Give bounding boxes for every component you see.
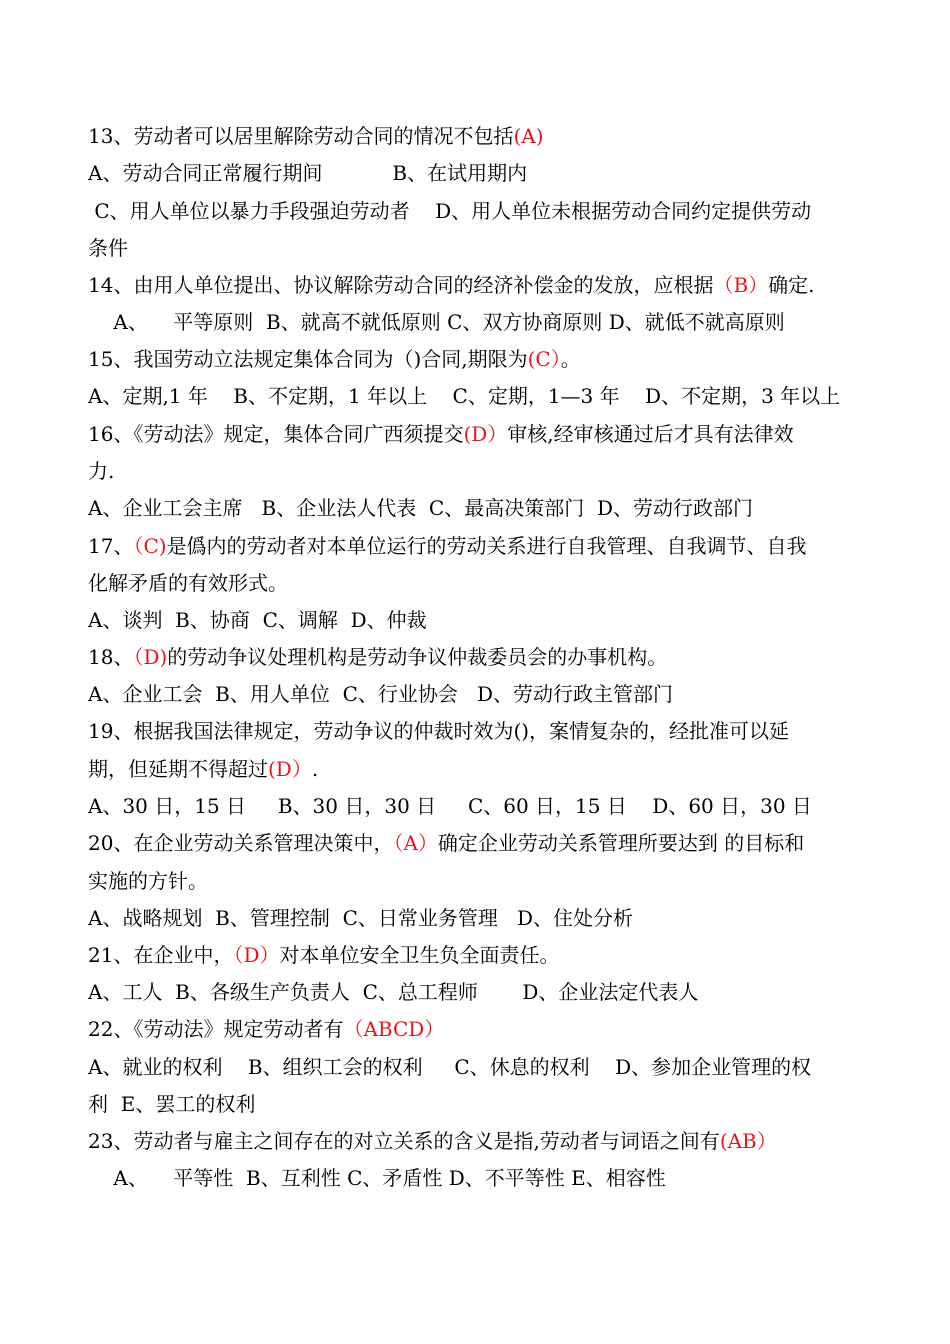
answer-key: （D): [133, 645, 168, 669]
text-segment: A、定期,1 年 B、不定期，1 年以上 C、定期，1—3 年 D、不定期，3 年以上: [88, 384, 841, 408]
text-line: [88, 344, 893, 374]
text-segment: A、劳动合同正常履行期间 B、在试用期内: [88, 161, 528, 185]
text-segment: 16、《劳动法》规定，集体合同广西须提交: [88, 422, 464, 446]
text-line: [88, 1126, 893, 1156]
text-line: [88, 1052, 893, 1082]
text-segment: A、30 日，15 日 B、30 日，30 日 C、60 日，15 日 D、60 日，30 日: [88, 794, 812, 818]
text-line: [88, 642, 893, 672]
text-segment: 20、在企业劳动关系管理决策中，: [88, 831, 394, 855]
text-line: [88, 381, 893, 411]
text-segment: 条件: [88, 236, 128, 260]
text-segment: A、企业工会 B、用人单位 C、行业协会 D、劳动行政主管部门: [88, 682, 673, 706]
text-segment: A、就业的权利 B、组织工会的权利 C、休息的权利 D、参加企业管理的权: [88, 1055, 812, 1079]
text-segment: 22、《劳动法》规定劳动者有: [88, 1017, 344, 1041]
text-segment: 是僞内的劳动者对本单位运行的劳动关系进行自我管理、自我调节、自我: [166, 534, 807, 558]
text-line: [88, 866, 893, 896]
text-line: [88, 456, 893, 486]
text-line: [88, 1014, 893, 1044]
text-line: [88, 531, 893, 561]
text-segment: 化解矛盾的有效形式。: [88, 571, 288, 595]
text-segment: C、用人单位以暴力手段强迫劳动者 D、用人单位未根据劳动合同约定提供劳动: [88, 199, 812, 223]
text-segment: 实施的方针。: [88, 869, 208, 893]
text-line: [88, 791, 893, 821]
answer-key: (C）: [527, 347, 561, 371]
text-line: [88, 493, 893, 523]
text-segment: 力.: [88, 459, 115, 483]
text-segment: 18、: [88, 645, 134, 669]
answer-key: （D）: [233, 943, 280, 967]
text-line: [88, 307, 893, 337]
text-segment: 。: [560, 347, 581, 371]
text-line: [88, 716, 893, 746]
text-segment: 23、劳动者与雇主之间存在的对立关系的含义是指,劳动者与词语之间有: [88, 1129, 720, 1153]
text-segment: 期，但延期不得超过: [88, 757, 268, 781]
text-line: [88, 196, 893, 226]
text-line: [88, 270, 893, 300]
text-line: [88, 754, 893, 784]
answer-key: （A）: [393, 831, 438, 855]
text-line: [88, 828, 893, 858]
text-line: [88, 605, 893, 635]
text-line: [88, 158, 893, 188]
text-line: [88, 1163, 893, 1193]
text-segment: 对本单位安全卫生负全面责任。: [279, 943, 560, 967]
text-line: [88, 419, 893, 449]
text-segment: 15、我国劳动立法规定集体合同为（)合同,期限为: [88, 347, 528, 371]
text-segment: .: [311, 757, 319, 781]
answer-key: (D）: [463, 422, 508, 446]
text-segment: 17、: [88, 534, 134, 558]
text-line: [88, 233, 893, 263]
text-line: [88, 903, 893, 933]
text-segment: A、 平等原则 B、就高不就低原则 C、双方协商原则 D、就低不就高原则: [88, 310, 785, 334]
text-segment: A、谈判 B、协商 C、调解 D、仲裁: [88, 608, 427, 632]
text-line: [88, 1089, 893, 1119]
text-segment: 的劳动争议处理机构是劳动争议仲裁委员会的办事机构。: [167, 645, 668, 669]
text-segment: 19、根据我国法律规定，劳动争议的仲裁时效为()，案情复杂的，经批准可以延: [88, 719, 790, 743]
text-segment: 审核,经审核通过后才具有法律效: [507, 422, 794, 446]
answer-key: (AB）: [719, 1129, 777, 1153]
answer-key: （B）: [713, 273, 769, 297]
text-segment: 14、由用人单位提出、协议解除劳动合同的经济补偿金的发放，应根据: [88, 273, 714, 297]
text-segment: 利 E、罢工的权利: [88, 1092, 256, 1116]
text-segment: 确定.: [768, 273, 815, 297]
text-line: [88, 977, 893, 1007]
text-segment: A、企业工会主席 B、企业法人代表 C、最高决策部门 D、劳动行政部门: [88, 496, 753, 520]
text-line: [88, 940, 893, 970]
text-segment: A、工人 B、各级生产负责人 C、总工程师 D、企业法定代表人: [88, 980, 699, 1004]
text-segment: A、战略规划 B、管理控制 C、日常业务管理 D、住处分析: [88, 906, 633, 930]
answer-key: （C): [133, 534, 167, 558]
answer-key: （ABCD）: [343, 1017, 445, 1041]
text-segment: 21、在企业中，: [88, 943, 234, 967]
text-segment: 确定企业劳动关系管理所要达到 的目标和: [437, 831, 805, 855]
text-line: [88, 121, 893, 151]
text-segment: 13、劳动者可以居里解除劳动合同的情况不包括: [88, 124, 514, 148]
text-line: [88, 679, 893, 709]
text-segment: A、 平等性 B、互利性 C、矛盾性 D、不平等性 E、相容性: [88, 1166, 666, 1190]
answer-key: (A): [513, 124, 544, 148]
answer-key: (D）: [268, 757, 312, 781]
text-line: [88, 568, 893, 598]
